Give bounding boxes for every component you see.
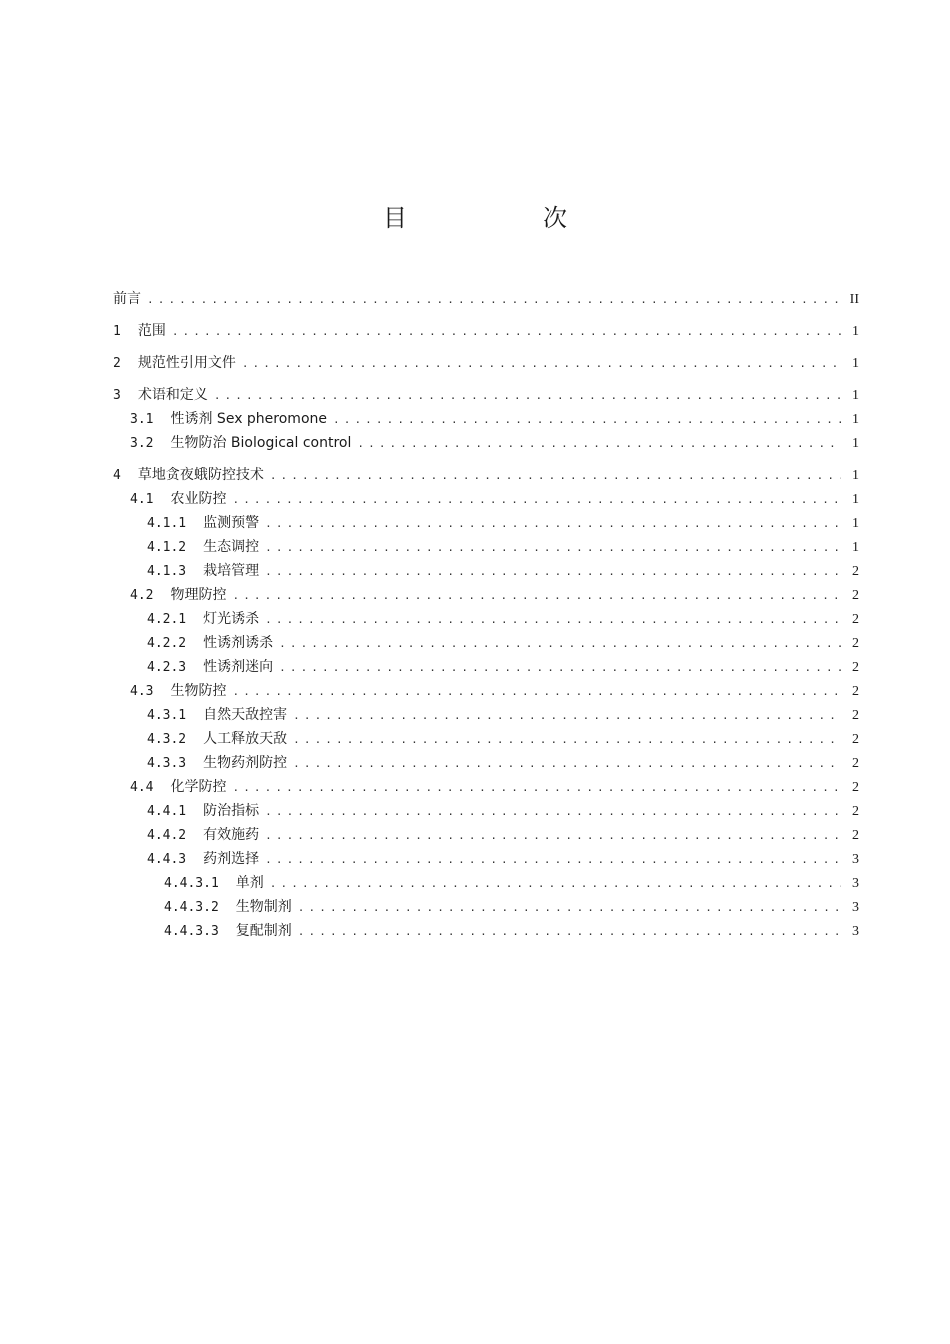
toc-entry-number: 4.4.1 xyxy=(147,804,187,819)
toc-entry-number: 4.2.3 xyxy=(147,660,187,675)
toc-entry-number: 4.1.3 xyxy=(147,564,187,579)
toc-entry-number: 4 xyxy=(113,468,121,483)
toc-leader-dots xyxy=(147,288,841,312)
toc-entry-page: 2 xyxy=(852,564,859,579)
toc-entry[interactable] xyxy=(113,383,859,407)
toc-entry-page: 2 xyxy=(852,828,859,843)
toc-entry-title: 化学防控 xyxy=(170,779,227,795)
toc-entry-page: 2 xyxy=(852,708,859,723)
toc-entry-number: 4.1.2 xyxy=(147,540,187,555)
toc-leader-dots xyxy=(214,384,841,408)
toc-entry-page: 2 xyxy=(852,732,859,747)
toc-entry[interactable] xyxy=(113,631,859,655)
toc-leader-dots xyxy=(232,584,841,608)
toc-entry[interactable] xyxy=(113,535,859,559)
toc-leader-dots xyxy=(265,560,841,584)
toc-entry[interactable] xyxy=(113,799,859,823)
toc-entry[interactable] xyxy=(113,351,859,375)
toc-entry-title: 物理防控 xyxy=(170,587,227,603)
toc-entry-number: 4.3.1 xyxy=(147,708,187,723)
toc-leader-dots xyxy=(265,536,841,560)
toc-leader-dots xyxy=(279,632,841,656)
toc-entry[interactable] xyxy=(113,775,859,799)
toc-leader-dots xyxy=(298,896,841,920)
toc-leader-dots xyxy=(333,408,841,432)
toc-leader-dots xyxy=(279,656,841,680)
toc-entry[interactable] xyxy=(113,895,859,919)
toc-entry-number: 4.4.3 xyxy=(147,852,187,867)
toc-entry-title: 前言 xyxy=(113,291,141,307)
toc-leader-dots xyxy=(357,432,841,456)
toc-entry[interactable] xyxy=(113,679,859,703)
toc-entry-page: 3 xyxy=(852,924,859,939)
toc-entry-page: 2 xyxy=(852,756,859,771)
toc-entry[interactable] xyxy=(113,487,859,511)
toc-entry-number: 4.4.3.2 xyxy=(164,900,219,915)
toc-entry-page: 2 xyxy=(852,684,859,699)
table-of-contents xyxy=(113,287,859,943)
toc-entry[interactable] xyxy=(113,511,859,535)
toc-entry-title: 性诱剂迷向 xyxy=(203,659,274,675)
toc-entry-title: 农业防控 xyxy=(170,491,227,507)
toc-entry[interactable] xyxy=(113,751,859,775)
toc-entry[interactable] xyxy=(113,287,859,311)
toc-entry-page: 1 xyxy=(852,324,859,339)
toc-leader-dots xyxy=(265,848,841,872)
toc-entry[interactable] xyxy=(113,431,859,455)
toc-entry-title: 生物药剂防控 xyxy=(203,755,288,771)
toc-entry-number: 3 xyxy=(113,388,121,403)
toc-leader-dots xyxy=(265,824,841,848)
toc-leader-dots xyxy=(293,728,841,752)
toc-entry[interactable] xyxy=(113,559,859,583)
toc-entry-title: 自然天敌控害 xyxy=(203,707,288,723)
toc-entry-page: 3 xyxy=(852,852,859,867)
toc-entry-number: 4.3.2 xyxy=(147,732,187,747)
toc-entry-title: 术语和定义 xyxy=(137,387,208,403)
toc-entry-page: 1 xyxy=(852,436,859,451)
toc-leader-dots xyxy=(172,320,841,344)
toc-entry-number: 4.1 xyxy=(130,492,154,507)
toc-entry-title: 有效施药 xyxy=(203,827,260,843)
toc-entry-title: 复配制剂 xyxy=(235,923,292,939)
toc-entry-page: 1 xyxy=(852,388,859,403)
toc-entry-page: 2 xyxy=(852,804,859,819)
toc-entry-number: 1 xyxy=(113,324,121,339)
toc-entry[interactable] xyxy=(113,919,859,943)
toc-entry-number: 4.2.2 xyxy=(147,636,187,651)
toc-entry[interactable] xyxy=(113,319,859,343)
toc-entry-number: 4.4.3.3 xyxy=(164,924,219,939)
toc-leader-dots xyxy=(265,512,841,536)
toc-leader-dots xyxy=(265,800,841,824)
toc-entry-title: 灯光诱杀 xyxy=(203,611,260,627)
toc-entry-page: 1 xyxy=(852,468,859,483)
toc-entry-title: 栽培管理 xyxy=(203,563,260,579)
toc-entry-title: 生态调控 xyxy=(203,539,260,555)
toc-entry-page: 1 xyxy=(852,492,859,507)
toc-leader-dots xyxy=(293,704,841,728)
toc-entry[interactable] xyxy=(113,823,859,847)
toc-entry-title: 生物防治 Biological control xyxy=(170,435,352,451)
toc-leader-dots xyxy=(293,752,841,776)
toc-entry-title: 人工释放天敌 xyxy=(203,731,288,747)
toc-leader-dots xyxy=(232,488,841,512)
toc-entry-page: 1 xyxy=(852,540,859,555)
toc-entry[interactable] xyxy=(113,463,859,487)
toc-entry-title: 生物制剂 xyxy=(235,899,292,915)
toc-leader-dots xyxy=(265,608,841,632)
toc-entry[interactable] xyxy=(113,407,859,431)
toc-entry-title: 生物防控 xyxy=(170,683,227,699)
page-title: 目 次 xyxy=(383,204,623,232)
toc-leader-dots xyxy=(270,464,841,488)
toc-leader-dots xyxy=(242,352,841,376)
toc-entry[interactable] xyxy=(113,727,859,751)
toc-entry-page: 1 xyxy=(852,412,859,427)
toc-entry-title: 监测预警 xyxy=(203,515,260,531)
toc-entry-number: 3.2 xyxy=(130,436,154,451)
toc-entry[interactable] xyxy=(113,655,859,679)
toc-entry-page: 2 xyxy=(852,612,859,627)
toc-entry[interactable] xyxy=(113,847,859,871)
toc-entry[interactable] xyxy=(113,583,859,607)
toc-entry-title: 防治指标 xyxy=(203,803,260,819)
toc-entry-page: 3 xyxy=(852,876,859,891)
toc-entry-page: 1 xyxy=(852,356,859,371)
toc-entry-number: 4.3 xyxy=(130,684,154,699)
toc-entry-number: 3.1 xyxy=(130,412,154,427)
toc-entry-page: 2 xyxy=(852,780,859,795)
toc-entry-number: 4.4.2 xyxy=(147,828,187,843)
toc-entry-title: 单剂 xyxy=(235,875,264,891)
toc-entry-number: 4.4 xyxy=(130,780,154,795)
toc-entry-page: 2 xyxy=(852,636,859,651)
toc-entry-title: 规范性引用文件 xyxy=(137,355,236,371)
toc-leader-dots xyxy=(298,920,841,944)
toc-entry-title: 性诱剂 Sex pheromone xyxy=(170,411,327,427)
toc-entry-number: 4.2.1 xyxy=(147,612,187,627)
toc-entry-page: 2 xyxy=(852,660,859,675)
toc-entry[interactable] xyxy=(113,871,859,895)
toc-entry-number: 4.1.1 xyxy=(147,516,187,531)
toc-leader-dots xyxy=(270,872,841,896)
toc-leader-dots xyxy=(232,680,841,704)
toc-entry-title: 性诱剂诱杀 xyxy=(203,635,274,651)
toc-entry-page: 1 xyxy=(852,516,859,531)
toc-entry-page: 2 xyxy=(852,588,859,603)
toc-entry-title: 药剂选择 xyxy=(203,851,260,867)
toc-entry-page: 3 xyxy=(852,900,859,915)
toc-leader-dots xyxy=(232,776,841,800)
toc-entry[interactable] xyxy=(113,703,859,727)
toc-entry-title: 草地贪夜蛾防控技术 xyxy=(137,467,264,483)
toc-entry[interactable] xyxy=(113,607,859,631)
toc-entry-page: II xyxy=(849,292,859,307)
toc-entry-number: 4.3.3 xyxy=(147,756,187,771)
toc-entry-number: 2 xyxy=(113,356,121,371)
toc-entry-number: 4.2 xyxy=(130,588,154,603)
toc-entry-number: 4.4.3.1 xyxy=(164,876,219,891)
toc-entry-title: 范围 xyxy=(137,323,166,339)
